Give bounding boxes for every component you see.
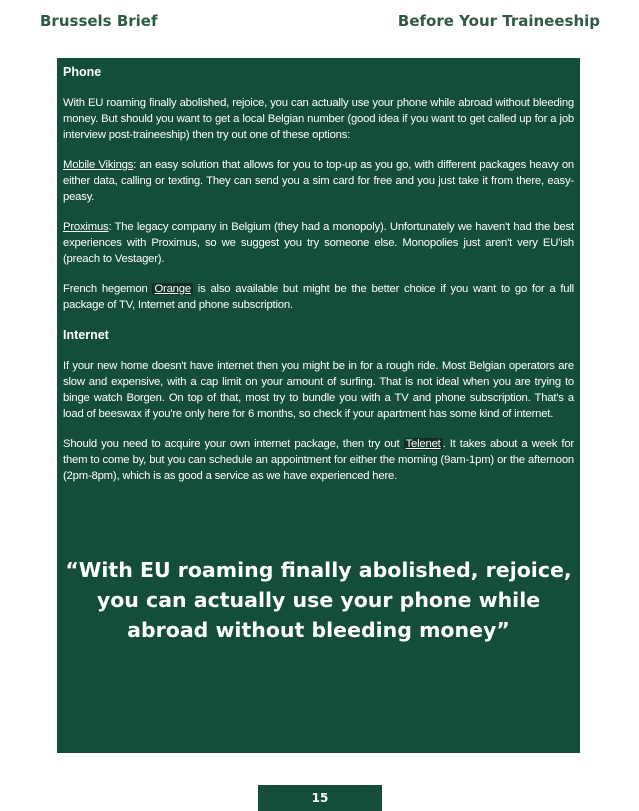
- orange-link[interactable]: Orange: [154, 283, 191, 295]
- mobile-vikings-paragraph: [63, 157, 574, 205]
- orange-text-after: is also available but might be the better choice if you want to go for a full package of TV, Internet and phone subscription.: [63, 283, 574, 311]
- proximus-text: : The legacy company in Belgium (they had a monopoly). Unfortunately we haven't had the best experiences with Proximus, so we suggest you try someone else. Monopolies just aren't very EU'ish (preach to Vestager).: [63, 221, 574, 265]
- proximus-link[interactable]: Proximus: [63, 221, 109, 233]
- mobile-vikings-link[interactable]: Mobile Vikings: [63, 159, 134, 171]
- phone-intro: With EU roaming finally abolished, rejoice, you can actually use your phone while abroad without bleeding money. But should you want to get a local Belgian number (good idea if you want to get called up for a job interview post-traineeship) then try out one of these options:: [63, 97, 574, 141]
- orange-paragraph: [63, 281, 574, 313]
- proximus-paragraph: [63, 219, 574, 267]
- mobile-vikings-text: : an easy solution that allows for you to top-up as you go, with different packages heavy on either data, calling or texting. They can send you a sim card for free and you just take it from there, easy-peasy.: [63, 159, 574, 203]
- article-body: [63, 64, 574, 498]
- internet-heading: Internet: [63, 328, 109, 342]
- header-section-title: Before Your Traineeship: [397, 12, 600, 30]
- phone-heading: Phone: [63, 65, 102, 79]
- telenet-text-before: Should you need to acquire your own internet package, then try out: [63, 438, 404, 450]
- internet-paragraph-2: [63, 436, 574, 484]
- page-number: 15: [258, 785, 382, 811]
- header-publication-title: Brussels Brief: [40, 12, 158, 30]
- pull-quote: “With EU roaming finally abolished, rejoice, you can actually use your phone while abroad without bleeding money”: [65, 558, 572, 642]
- telenet-text-after: . It takes about a week for them to come by, but you can schedule an appointment for either the morning (9am-1pm) or the afternoon (2pm-8pm), which is as good a service as we have experienced here.: [63, 438, 574, 482]
- internet-paragraph-1: If your new home doesn't have internet then you might be in for a rough ride. Most Belgian operators are slow and expensive, with a cap limit on your amount of surfing. That is not ideal when you are trying to binge watch Borgen. On top of that, most try to bundle you with a TV and phone subscription. That's a load of beeswax if you're only here for 6 months, so check if your apartment has some kind of internet.: [63, 360, 574, 420]
- orange-text-before: French hegemon: [63, 283, 153, 295]
- content-panel: [57, 58, 580, 753]
- telenet-link[interactable]: Telenet: [405, 438, 441, 450]
